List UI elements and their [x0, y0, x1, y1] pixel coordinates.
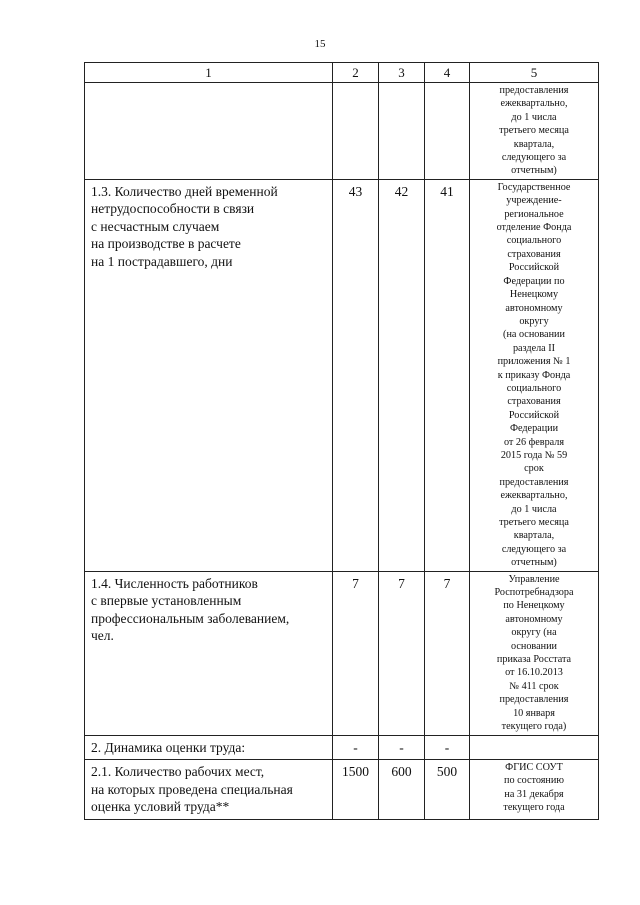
header-col-5: 5	[470, 63, 599, 83]
header-col-3: 3	[379, 63, 425, 83]
indicator-cell	[85, 735, 333, 760]
source-cell: Государственное учреждение- региональное отделение Фонда социального страхования Российской Федерации по Ненецкому автономному округу (на основании раздела II приложения № 1 к приказу Фонда социального страхования Российской Федерации от 26 февраля 2015 года № 59 срок предоставления ежеквартально, до 1 числа третьего месяца квартала, следующего за отчетным)	[470, 179, 599, 571]
value-cell-3: 7	[425, 571, 470, 735]
value-cell-1	[333, 83, 379, 180]
indicator-cell	[85, 760, 333, 820]
value-cell-3: 41	[425, 179, 470, 571]
table-row	[85, 83, 599, 180]
value-cell-2: 600	[379, 760, 425, 820]
indicator-cell	[85, 571, 333, 735]
indicators-table	[84, 62, 599, 820]
source-cell	[470, 735, 599, 760]
header-col-4: 4	[425, 63, 470, 83]
value-cell-1: 43	[333, 179, 379, 571]
table-row	[85, 735, 599, 760]
page-number: 15	[314, 38, 326, 50]
indicator-text: 2.1. Количество рабочих мест, на которых проведена специальная оценка условий труда**	[91, 764, 293, 814]
indicator-cell	[85, 179, 333, 571]
value-cell-2: 42	[379, 179, 425, 571]
value-cell-1: 7	[333, 571, 379, 735]
indicator-text: 1.4. Численность работников с впервые установленным профессиональным заболеванием, чел.	[91, 575, 290, 644]
source-cell: Управление Роспотребнадзора по Ненецкому автономному округу (на основании приказа Росстата от 16.10.2013 № 411 срок предоставления 10 января текущего года)	[470, 571, 599, 735]
table-row	[85, 571, 599, 735]
indicator-text: 1.3. Количество дней временной нетрудоспособности в связи с несчастным случаем на производстве в расчете на 1 пострадавшего, дни	[91, 183, 278, 269]
value-cell-2: 7	[379, 571, 425, 735]
table-header-row	[85, 63, 599, 83]
header-col-1: 1	[85, 63, 333, 83]
source-cell: предоставления ежеквартально, до 1 числа третьего месяца квартала, следующего за отчетным)	[470, 83, 599, 180]
table-row	[85, 179, 599, 571]
value-cell-2	[379, 83, 425, 180]
source-cell: ФГИС СОУТ по состоянию на 31 декабря текущего года	[470, 760, 599, 820]
indicator-text: 2. Динамика оценки труда:	[91, 739, 246, 755]
indicator-cell	[85, 83, 333, 180]
value-cell-1: 1500	[333, 760, 379, 820]
table-row	[85, 760, 599, 820]
value-cell-2: -	[379, 735, 425, 760]
value-cell-3: -	[425, 735, 470, 760]
value-cell-1: -	[333, 735, 379, 760]
value-cell-3	[425, 83, 470, 180]
header-col-2: 2	[333, 63, 379, 83]
value-cell-3: 500	[425, 760, 470, 820]
